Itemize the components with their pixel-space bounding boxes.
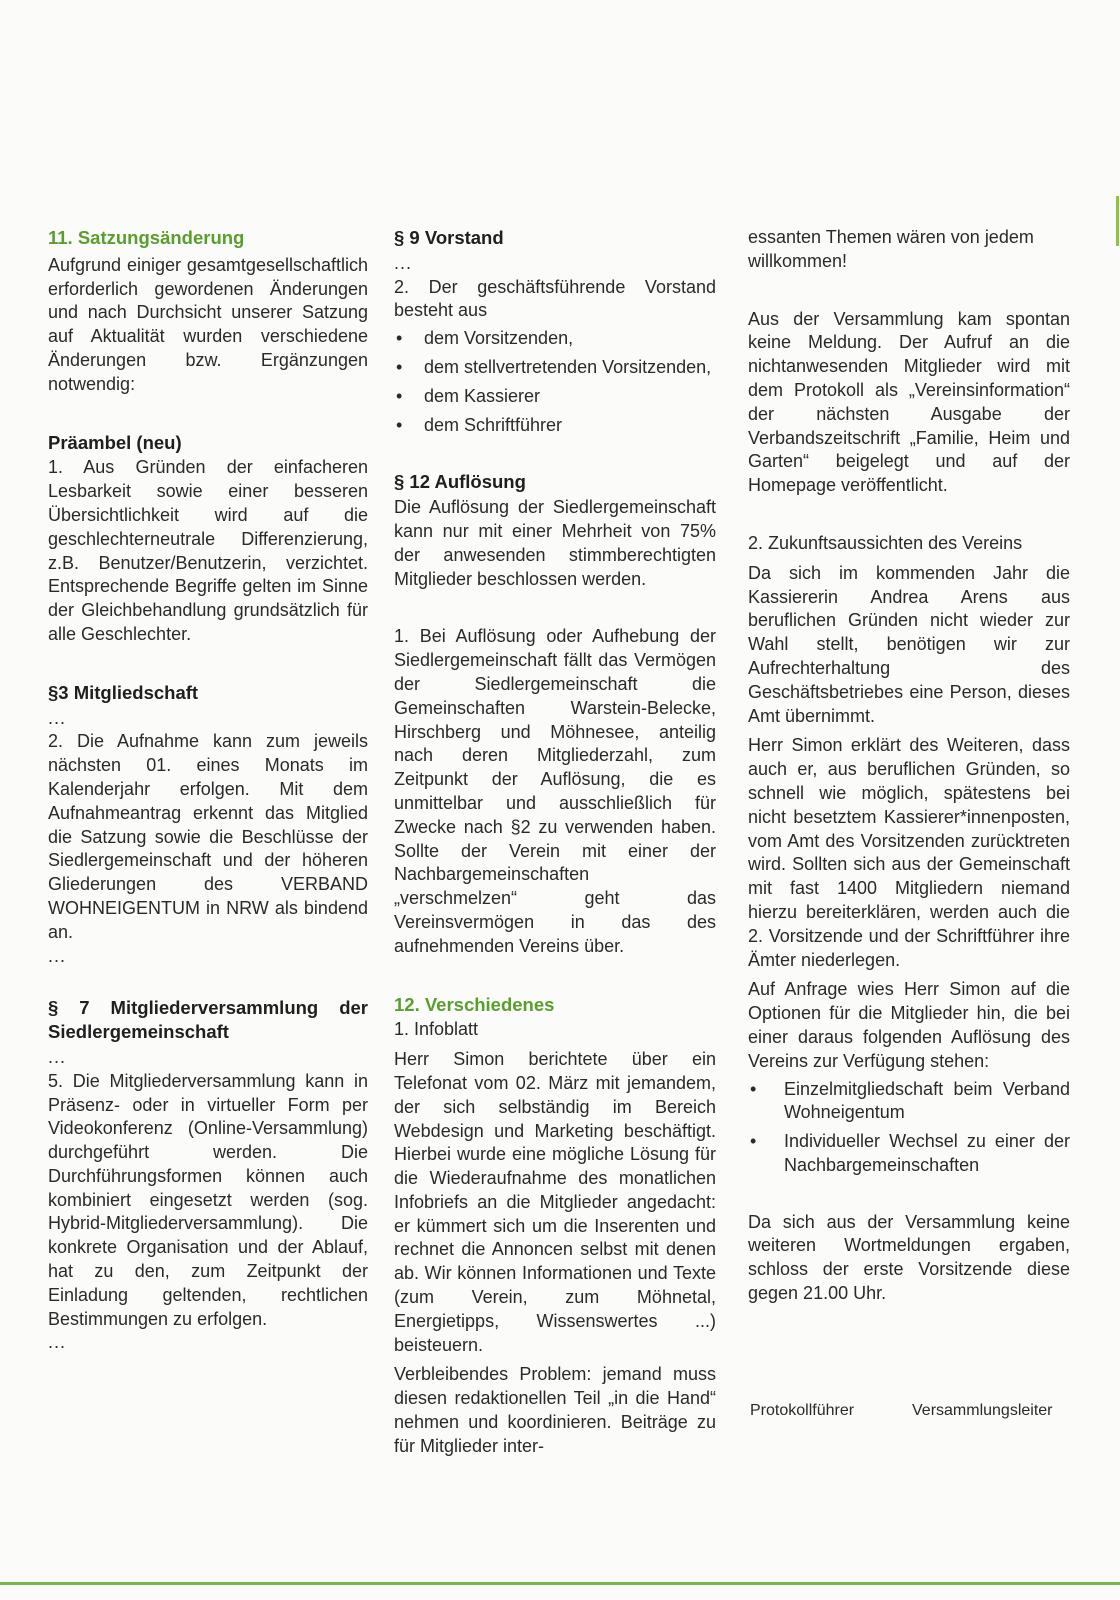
- paragraph-mitgliedschaft: 2. Die Aufnahme kann zum jeweils nächsten 01. eines Monats im Kalenderjahr erfolgen. Mit dem Aufnahmeantrag erkennt das Mitglied die Satzung sowie die Beschlüsse der Siedlergemeinschaft und der höheren Gliederungen des VERBAND WOHNEIGENTUM in NRW als bindend an.: [48, 731, 368, 942]
- list-item: • dem Vorsitzenden,: [394, 327, 716, 351]
- signature-protokollfuehrer: Protokollführer: [750, 1402, 855, 1419]
- list-item: • dem Schriftführer: [394, 414, 716, 438]
- heading-mitgliedschaft: §3 Mitgliedschaft: [48, 681, 199, 703]
- list-item: • Individueller Wechsel zu einer der Nachbargemeinschaften: [748, 1130, 1070, 1178]
- paragraph-schluss: Da sich aus der Versammlung keine weiteren Wortmeldungen ergaben, schloss der erste Vorsitzende diese gegen 21.00 Uhr.: [748, 1211, 1070, 1304]
- vorstand-list: [394, 327, 716, 437]
- paragraph-aufloesung: Die Auflösung der Siedlergemeinschaft kann nur mit einer Mehrheit von 75% der anwesenden stimmberechtigten Mitglieder beschlossen werden.: [394, 497, 716, 589]
- heading-vorstand: § 9 Vorstand: [394, 227, 504, 248]
- subheading-infoblatt: 1. Infoblatt: [394, 1019, 479, 1040]
- heading-verschiedenes: 12. Verschiedenes: [394, 993, 555, 1015]
- heading-praeambel: Präambel (neu): [48, 431, 182, 453]
- list-item: • dem Kassierer: [394, 385, 716, 409]
- paragraph-anfrage: Auf Anfrage wies Herr Simon auf die Optionen für die Mitglieder hin, die bei einer daraus folgenden Auflösung des Vereins zur Verfügung stehen:: [748, 979, 1070, 1071]
- options-list: [748, 1078, 1070, 1178]
- ellipsis: ...: [48, 1046, 67, 1067]
- heading-mitgliederversammlung: § 7 Mitgliederversammlung der Siedlergemeinschaft: [48, 997, 368, 1043]
- heading-aufloesung: § 12 Auflösung: [394, 471, 526, 493]
- column-3: [748, 226, 1070, 1306]
- list-item: • Einzelmitgliedschaft beim Verband Wohneigentum: [748, 1078, 1070, 1126]
- paragraph-simon: Herr Simon erklärt des Weiteren, dass auch er, aus beruflichen Gründen, so schnell wie möglich, spätestens bei nicht besetztem Kassierer*innenposten, vom Amt des Vorsitzenden zurücktreten wird. Sollten sich aus der Gemeinschaft mit fast 1400 Mitgliedern niemand hierzu bereiterklären, werden auch die 2. Vorsitzende und der Schriftführer ihre Ämter niederlegen.: [748, 735, 1070, 970]
- ellipsis: ...: [48, 945, 67, 966]
- ellipsis: ...: [48, 1332, 67, 1353]
- signature-versammlungsleiter: Versammlungsleiter: [912, 1402, 1053, 1419]
- paragraph-vorstand: 2. Der geschäftsführende Vorstand besteht aus: [394, 276, 716, 321]
- paragraph-mitgliederversammlung: 5. Die Mitgliederversammlung kann in Präsenz- oder in virtueller Form per Videokonferenz (Online-Versammlung) durchgeführt werden. Die Durchführungsformen können auch kombiniert eingesetzt werden (sog. Hybrid-Mitgliederversammlung). Die konkrete Organisation und der Ablauf, hat zu den, zum Zeitpunkt der Einladung geltenden, rechtlichen Bestimmungen zu erfolgen.: [48, 1070, 368, 1329]
- paragraph-infoblatt: Herr Simon berichtete über ein Telefonat vom 02. März mit jemandem, der sich selbständig im Bereich Webdesign und Marketing beschäftigt. Hierbei wurde eine mögliche Lösung für die Wiederaufnahme des monatlichen Infobriefs an die Mitglieder angedacht: er kümmert sich um die Inserenten und rechnet die Annoncen selbst mit denen ab. Wir können Informationen und Texte (zum Verein, zum Möhnetal, Energietipps, Wissenswertes ...) beisteuern.: [394, 1049, 716, 1355]
- column-1: [48, 226, 368, 1355]
- ellipsis: ...: [48, 707, 67, 728]
- paragraph-zukunft: Da sich im kommenden Jahr die Kassiererin Andrea Arens aus beruflichen Gründen nicht wieder zur Wahl stellt, benötigen wir zur Aufrechterhaltung des Geschäftsbetriebes eine Person, dieses Amt übernimmt.: [748, 562, 1070, 726]
- paragraph-praeambel: 1. Aus Gründen der einfacheren Lesbarkeit sowie einer besseren Übersichtlichkeit wird auf die geschlechterneutrale Differenzierung, z.B. Benutzer/Benutzerin, verzichtet. Entsprechende Begriffe gelten im Sinne der Gleichbehandlung grundsätzlich für alle Geschlechter.: [48, 457, 368, 644]
- edge-marker: [1116, 196, 1119, 246]
- column-2: [394, 226, 716, 1459]
- list-item: • dem stellvertretenden Vorsitzenden,: [394, 356, 716, 380]
- heading-satzungsaenderung: 11. Satzungsänderung: [48, 227, 245, 248]
- paragraph-continuation: essanten Themen wären von jedem willkommen!: [748, 227, 1034, 271]
- subheading-zukunft: 2. Zukunftsaussichten des Vereins: [748, 532, 1023, 553]
- paragraph-intro: Aufgrund einiger gesamtgesellschaftlich erforderlich gewordenen Änderungen und nach Durchsicht unserer Satzung auf Aktualität wurden verschiedene Änderungen bzw. Ergänzungen notwendig:: [48, 254, 368, 394]
- ellipsis: ...: [394, 252, 413, 273]
- paragraph-problem: Verbleibendes Problem: jemand muss diesen redaktionellen Teil „in die Hand“ nehmen und koordinieren. Beiträge zu für Mitglieder inter-: [394, 1364, 716, 1456]
- paragraph-aufruf: Aus der Versammlung kam spontan keine Meldung. Der Aufruf an die nichtanwesenden Mitglieder wird mit dem Protokoll als „Vereinsinformation“ der nächsten Ausgabe der Verbandszeitschrift „Familie, Heim und Garten“ beigelegt und auf der Homepage veröffentlicht.: [748, 308, 1070, 496]
- paragraph-aufloesung-vermoegen: 1. Bei Auflösung oder Aufhebung der Siedlergemeinschaft fällt das Vermögen der Siedlergemeinschaft die Gemeinschaften Warstein-Belecke, Hirschberg und Möhnesee, anteilig nach deren Mitgliederzahl, zum Zeitpunkt der Auflösung, die es unmittelbar und ausschließlich für Zwecke nach §2 zu verwenden haben. Sollte der Verein mit einer der Nachbargemeinschaften „verschmelzen“ geht das Vereinsvermögen in das des aufnehmenden Vereins über.: [394, 626, 716, 956]
- footer-rule: [0, 1582, 1120, 1585]
